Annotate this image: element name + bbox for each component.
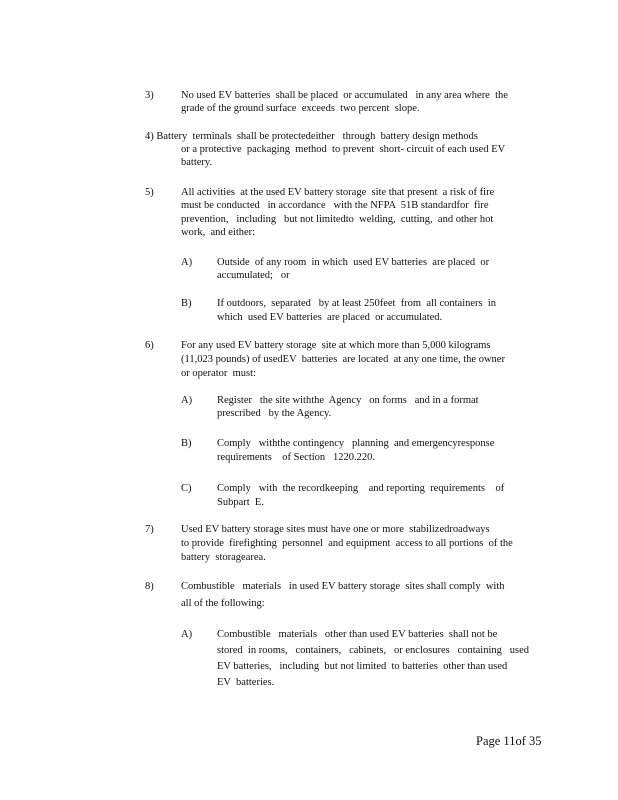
subitem-5a-label: A) [181,257,193,268]
subitem-6a-label: A) [181,395,193,406]
subitem-6c-line-2: Subpart E. [217,497,264,508]
item-number-5: 5) [145,187,154,198]
subitem-6b-label: B) [181,438,192,449]
subitem-8a-label: A) [181,629,193,640]
subitem-6b-line-1: Comply withthe contingency planning and emergencyresponse [217,438,495,449]
subitem-5a-line-2: accumulated; or [217,270,290,281]
item-3-line-1: No used EV batteries shall be placed or accumulated in any area where the [181,90,508,101]
item-number-3: 3) [145,90,154,101]
item-5-line-4: work, and either: [181,227,256,238]
item-number-6: 6) [145,340,154,351]
subitem-5a-line-1: Outside of any room in which used EV batteries are placed or [217,257,490,268]
subitem-5b-line-1: If outdoors, separated by at least 250feet from all containers in [217,298,497,309]
subitem-8a-line-2: stored in rooms, containers, cabinets, or enclosures containing used [217,645,530,656]
subitem-6a-line-1: Register the site withthe Agency on forms and in a format [217,395,479,406]
item-6-line-3: or operator must: [181,368,256,379]
item-5-line-1: All activities at the used EV battery storage site that present a risk of fire [181,187,495,198]
subitem-6c-line-1: Comply with the recordkeeping and reporting requirements of [217,483,505,494]
subitem-5b-label: B) [181,298,192,309]
item-7-line-1: Used EV battery storage sites must have one or more stabilizedroadways [181,524,490,535]
item-number-7: 7) [145,524,154,535]
item-6-line-2: (11,023 pounds) of usedEV batteries are located at any one time, the owner [181,354,505,365]
subitem-5b-line-2: which used EV batteries are placed or accumulated. [217,312,443,323]
subitem-6b-line-2: requirements of Section 1220.220. [217,452,376,463]
item-3-line-2: grade of the ground surface exceeds two percent slope. [181,103,420,114]
subitem-8a-line-3: EV batteries, including but not limited to batteries other than used [217,661,508,672]
item-number-8: 8) [145,581,154,592]
subitem-6c-label: C) [181,483,192,494]
item-7-line-3: battery storagearea. [181,552,266,563]
subitem-8a-line-1: Combustible materials other than used EV batteries shall not be [217,629,498,640]
item-7-line-2: to provide firefighting personnel and equipment access to all portions of the [181,538,513,549]
item-4-line-3: battery. [181,157,213,168]
item-8-line-2: all of the following: [181,598,265,609]
item-4-line-1: 4) Battery terminals shall be protectedeither through battery design methods [145,131,478,142]
item-6-line-1: For any used EV battery storage site at which more than 5,000 kilograms [181,340,491,351]
item-8-line-1: Combustible materials in used EV battery storage sites shall comply with [181,581,505,592]
item-5-line-3: prevention, including but not limitedto welding, cutting, and other hot [181,214,494,225]
item-4-line-2: or a protective packaging method to prevent short- circuit of each used EV [181,144,506,155]
item-5-line-2: must be conducted in accordance with the NFPA 51B standardfor fire [181,200,489,211]
subitem-6a-line-2: prescribed by the Agency. [217,408,332,419]
page-number: Page 11of 35 [476,734,542,748]
subitem-8a-line-4: EV batteries. [217,677,275,688]
